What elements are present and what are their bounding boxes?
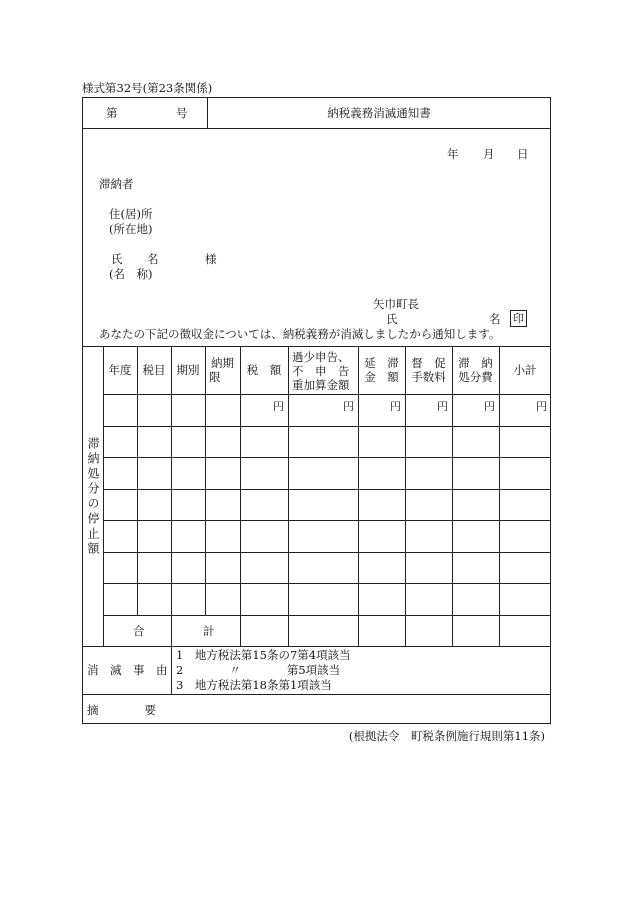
header-disposition-2: 処分費: [458, 370, 493, 384]
date-month: 月: [483, 147, 495, 161]
header-penalty-2: 不 申 告: [292, 364, 350, 378]
divider: [103, 346, 104, 646]
reasons-label: 消 滅 事 由: [87, 663, 168, 677]
document-title: 納税義務消滅通知書: [327, 106, 431, 120]
legal-basis: (根拠法令 町税条例施行規則第11条): [348, 729, 545, 743]
divider: [82, 346, 551, 347]
unit-yen: 円: [343, 400, 354, 413]
header-demand-2: 手数料: [411, 370, 446, 384]
issuer-title: 矢巾町長: [373, 297, 419, 311]
header-delinquent-1: 延 滞: [364, 356, 399, 370]
divider: [205, 346, 206, 615]
divider: [103, 394, 551, 395]
divider: [82, 694, 551, 695]
honorific: 様: [205, 252, 217, 266]
header-demand-1: 督 促: [411, 356, 446, 370]
divider: [137, 346, 138, 615]
total-label-1: 合: [133, 624, 145, 638]
reason-item: 3 地方税法第18条第1項該当: [176, 678, 332, 692]
issuer-name-2: 名: [489, 312, 501, 326]
divider: [103, 552, 551, 553]
header-due-1: 納期: [211, 356, 234, 370]
header-period: 期別: [176, 363, 200, 377]
name-sub-label: (名 称): [109, 267, 153, 281]
header-penalty-3: 重加算金額: [292, 378, 350, 392]
header-disposition-1: 滞 納: [458, 356, 493, 370]
number-prefix: 第: [106, 106, 118, 120]
address-sub-label: (所在地): [109, 222, 153, 236]
unit-yen: 円: [484, 400, 495, 413]
header-subtotal: 小計: [513, 363, 537, 377]
date-year: 年: [447, 147, 459, 161]
divider: [103, 426, 551, 427]
date-day: 日: [517, 147, 529, 161]
header-due-2: 限: [209, 370, 221, 384]
reason-item: 2 〃 第5項該当: [176, 663, 341, 677]
divider: [103, 489, 551, 490]
divider: [103, 457, 551, 458]
taxpayer-label: 滞納者: [99, 177, 134, 191]
total-label-2: 計: [203, 624, 215, 638]
divider: [358, 346, 359, 646]
divider: [452, 346, 453, 646]
header-year: 年度: [108, 363, 132, 377]
unit-yen: 円: [437, 400, 448, 413]
divider: [405, 346, 406, 646]
form-frame: [82, 97, 551, 724]
header-tax-amount: 税 額: [246, 363, 282, 377]
remarks-label: 摘 要: [87, 703, 156, 717]
divider: [82, 646, 551, 647]
name-label-1: 氏: [111, 252, 123, 266]
header-tax-item: 税目: [142, 363, 166, 377]
notice-text: あなたの下記の徴収金については、納税義務が消滅しましたから通知します。: [99, 327, 501, 341]
divider: [103, 520, 551, 521]
divider: [82, 128, 551, 129]
divider: [103, 615, 551, 616]
divider: [103, 583, 551, 584]
name-label-2: 名: [147, 252, 159, 266]
unit-yen: 円: [536, 400, 547, 413]
seal-mark: 印: [510, 310, 527, 327]
suspension-amount-label: 滞納処分の停止額: [86, 437, 100, 557]
unit-yen: 円: [273, 400, 284, 413]
divider: [288, 346, 289, 646]
reason-item: 1 地方税法第15条の7第4項該当: [176, 648, 351, 662]
divider: [240, 346, 241, 646]
issuer-name-1: 氏: [386, 312, 398, 326]
number-suffix: 号: [176, 106, 188, 120]
unit-yen: 円: [390, 400, 401, 413]
form-number-label: 様式第32号(第23条関係): [82, 81, 213, 95]
divider: [499, 346, 500, 646]
address-label: 住(居)所: [109, 207, 153, 221]
header-penalty-1: 過少申告、: [292, 350, 350, 364]
header-delinquent-2: 金 額: [364, 370, 399, 384]
